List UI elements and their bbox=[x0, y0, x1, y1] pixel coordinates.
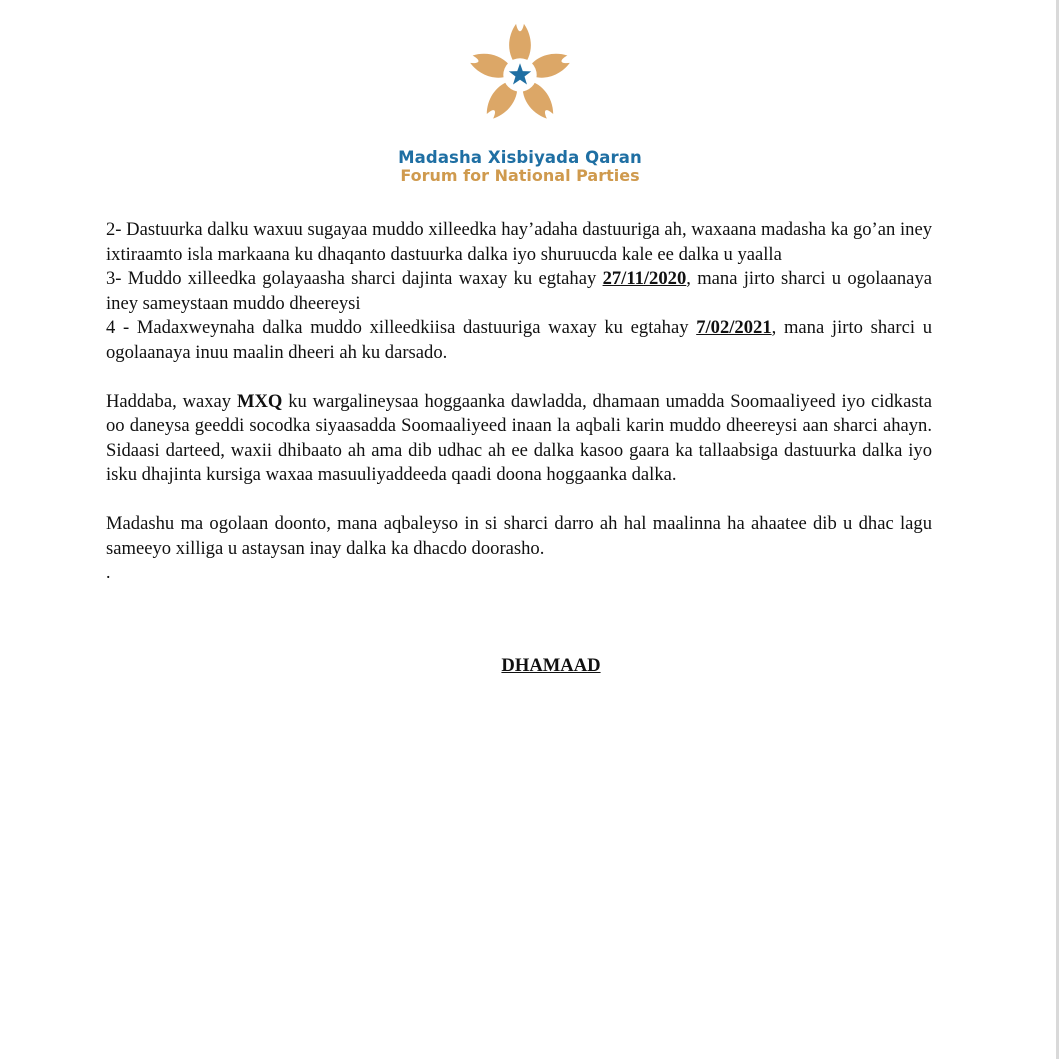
spacer bbox=[106, 365, 932, 390]
org-name-english: Forum for National Parties bbox=[400, 166, 640, 185]
acronym-mxq: MXQ bbox=[236, 390, 283, 412]
paragraph-refusal: Madashu ma ogolaan doonto, mana aqbaleyso in si sharci darro ah hal maalinna ha ahaatee dib u dhac lagu sameeyo xilliga u astaysan inay dalka ka dhacdo doorasho. bbox=[106, 513, 932, 559]
spacer bbox=[106, 488, 932, 513]
letterhead bbox=[0, 18, 1040, 184]
org-name-somali: Madasha Xisbiyada Qaran bbox=[398, 148, 642, 167]
letter-body bbox=[106, 218, 932, 583]
point-4: 4 - Madaxweynaha dalka muddo xilleedkiisa dastuuriga waxay ku egtahay 7/02/2021, mana jirto sharci u ogolaanaya inuu maalin dheeri ah ku darsado. bbox=[106, 317, 933, 363]
stray-mark: . bbox=[106, 562, 111, 582]
point-2: 2- Dastuurka dalku waxuu sugayaa muddo xilleedka hay’adaha dastuuriga ah, waxaana madasha ka go’an iney ixtiraamto isla markaana ku dhaqanto dastuurka dalka iyo shuruucda kale ee dalka u yaalla bbox=[106, 219, 932, 265]
date-president: 7/02/2021 bbox=[696, 317, 772, 338]
paragraph-warning: Haddaba, waxay MXQ ku wargalineysaa hoggaanka dawladda, dhamaan umadda Soomaaliyeed iyo cidkasta oo daneysa geeddi socodka siyaasadda Soomaaliyeed inaan la aqbali karin muddo dheereysi aan sharci ahayn. Sidaasi darteed, waxii dhibaato ah ama dib udhac ah ee dalka kasoo gaara ka tallaabsiga dastuurka dalka iyo isku dhajinta kursiga waxaa masuuliyaddeeda qaadi doona hoggaanka dalka. bbox=[106, 390, 932, 485]
closing-word: DHAMAAD bbox=[501, 655, 601, 676]
date-legislature: 27/11/2020 bbox=[602, 268, 687, 289]
star-flower-logo-icon bbox=[461, 18, 579, 130]
point-3: 3- Muddo xilleedka golayaasha sharci dajinta waxay ku egtahay 27/11/2020, mana jirto sharci u ogolaanaya iney sameystaan muddo dheereysi bbox=[106, 268, 932, 314]
